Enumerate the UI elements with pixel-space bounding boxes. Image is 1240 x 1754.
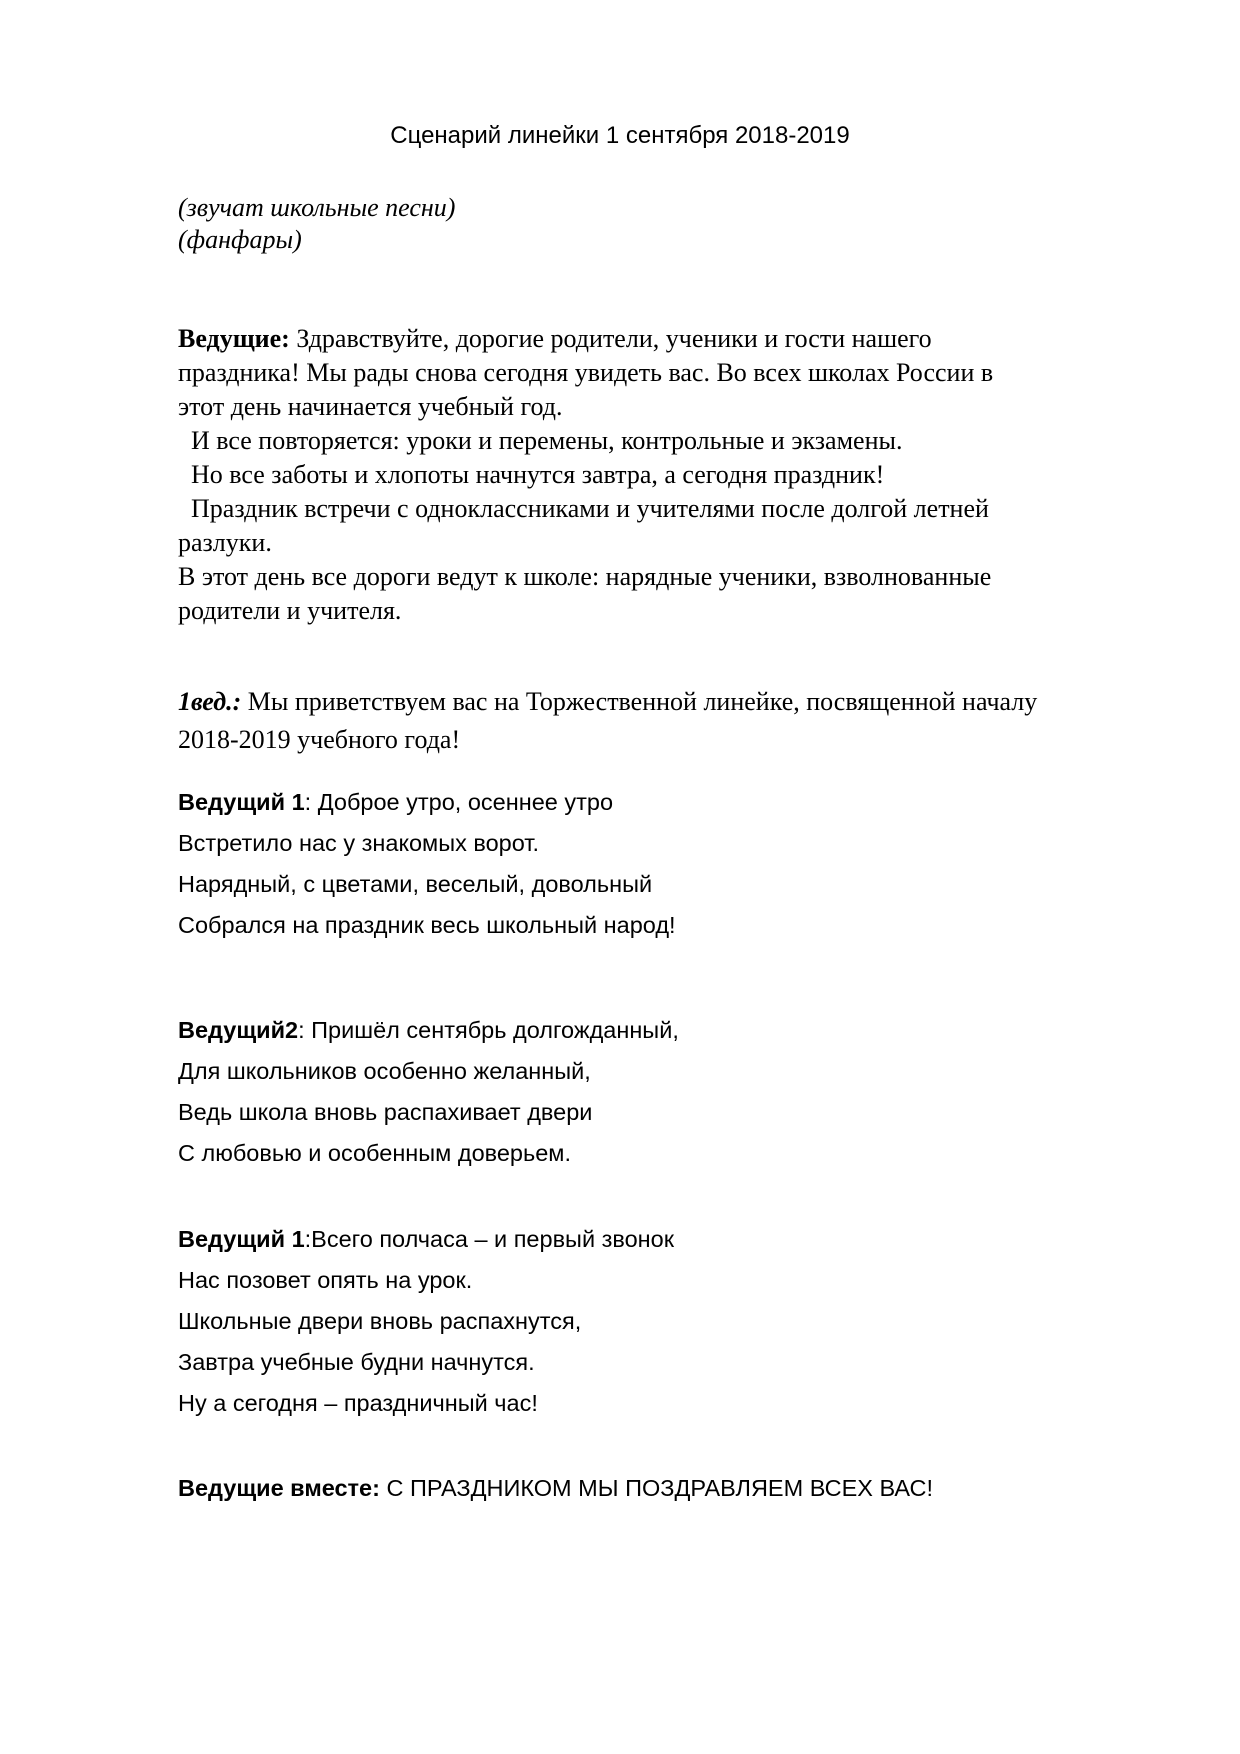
intro-speaker: Ведущие: xyxy=(178,324,290,353)
hosts-together xyxy=(178,1468,1158,1509)
verse-line: Встретило нас у знакомых ворот. xyxy=(178,830,539,856)
together-text: С ПРАЗДНИКОМ МЫ ПОЗДРАВЛЯЕМ ВСЕХ ВАС! xyxy=(379,1475,934,1501)
intro-line: В этот день все дороги ведут к школе: нарядные ученики, взволнованные xyxy=(178,562,992,591)
intro-line: родители и учителя. xyxy=(178,596,402,625)
intro-line: Но все заботы и хлопоты начнутся завтра, а сегодня праздник! xyxy=(178,460,885,489)
intro-line: И все повторяется: уроки и перемены, контрольные и экзамены. xyxy=(178,426,903,455)
verse-line: С любовью и особенным доверьем. xyxy=(178,1140,571,1166)
verse-line: Нарядный, с цветами, веселый, довольный xyxy=(178,871,653,897)
verse-line: : Пришёл сентябрь долгожданный, xyxy=(298,1017,679,1043)
verse2-speaker: Ведущий2 xyxy=(178,1017,299,1043)
verse-line: Нас позовет опять на урок. xyxy=(178,1267,473,1293)
verse1-speaker: Ведущий 1 xyxy=(178,789,305,815)
verse-line: Ну а сегодня – праздничный час! xyxy=(178,1390,538,1416)
verse-host2-september xyxy=(178,1010,1158,1174)
intro-line: праздника! Мы рады снова сегодня увидеть вас. Во всех школах России в xyxy=(178,358,994,387)
intro-line: этот день начинается учебный год. xyxy=(178,392,563,421)
verse-host1-morning xyxy=(178,782,1158,946)
first-host-speaker: 1вед.: xyxy=(178,687,242,716)
stage-directions xyxy=(178,192,455,256)
verse-host1-bell xyxy=(178,1219,1158,1424)
first-host-line: Мы приветствуем вас на Торжественной линейке, посвященной началу xyxy=(241,687,1038,716)
first-host-line: 2018-2019 учебного года! xyxy=(178,725,461,754)
verse-line: Завтра учебные будни начнутся. xyxy=(178,1349,535,1375)
verse3-speaker: Ведущий 1 xyxy=(178,1226,305,1252)
verse-line: : Доброе утро, осеннее утро xyxy=(304,789,614,815)
first-host-paragraph xyxy=(178,683,1158,759)
stage-direction-songs: (звучат школьные песни) xyxy=(178,193,456,222)
page-title: Сценарий линейки 1 сентября 2018-2019 xyxy=(390,122,850,149)
intro-line: Здравствуйте, дорогие родители, ученики и гости нашего xyxy=(289,324,932,353)
intro-line: разлуки. xyxy=(178,528,272,557)
together-speaker: Ведущие вместе: xyxy=(178,1475,380,1501)
verse-line: Ведь школа вновь распахивает двери xyxy=(178,1099,593,1125)
verse-line: Школьные двери вновь распахнутся, xyxy=(178,1308,582,1334)
verse-line: Для школьников особенно желанный, xyxy=(178,1058,591,1084)
verse-line: Собрался на праздник весь школьный народ! xyxy=(178,912,676,938)
stage-direction-fanfare: (фанфары) xyxy=(178,225,302,254)
intro-paragraph xyxy=(178,322,1158,628)
intro-line: Праздник встречи с одноклассниками и учителями после долгой летней xyxy=(178,494,989,523)
verse-line: :Всего полчаса – и первый звонок xyxy=(304,1226,674,1252)
